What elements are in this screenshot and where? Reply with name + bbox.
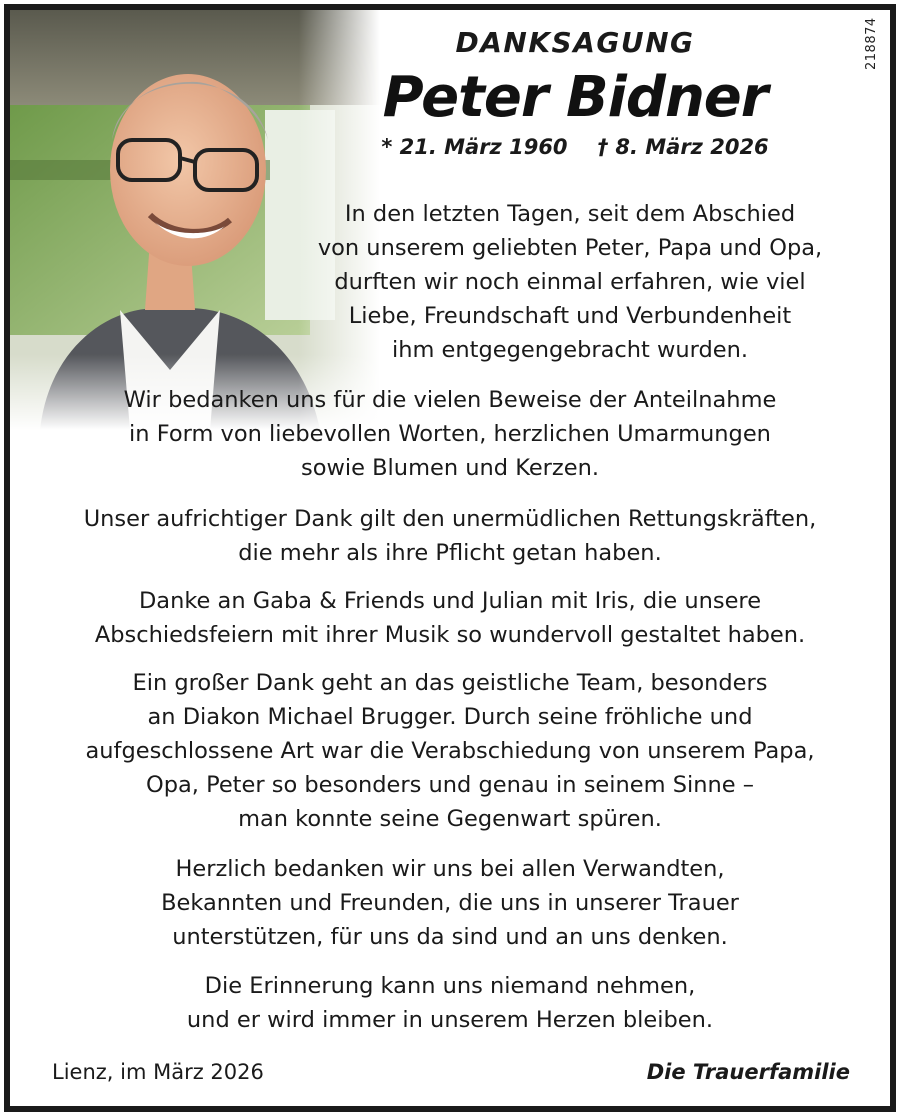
text-line: In den letzten Tagen, seit dem Abschied <box>344 201 796 227</box>
text-line: Die Erinnerung kann uns niemand nehmen, <box>204 973 696 999</box>
paragraph-7 <box>20 969 880 1037</box>
text-line: Opa, Peter so besonders und genau in seinem Sinne – <box>145 772 755 798</box>
text-line: Bekannten und Freunden, die uns in unserer Trauer <box>161 890 739 916</box>
text-line: die mehr als ihre Pflicht getan haben. <box>238 540 662 566</box>
text-line: an Diakon Michael Brugger. Durch seine fröhliche und <box>147 704 753 730</box>
text-line: Herzlich bedanken wir uns bei allen Verwandten, <box>175 856 725 882</box>
life-dates <box>380 135 770 159</box>
text-line: unterstützen, für uns da sind und an uns denken. <box>172 924 728 950</box>
signature: Die Trauerfamilie <box>646 1060 850 1084</box>
text-line: Liebe, Freundschaft und Verbundenheit <box>348 303 792 329</box>
place-date: Lienz, im März 2026 <box>52 1060 264 1084</box>
paragraph-6 <box>20 852 880 954</box>
paragraph-4 <box>20 584 880 652</box>
text-line: in Form von liebevollen Worten, herzlichen Umarmungen <box>129 421 771 447</box>
text-line: und er wird immer in unserem Herzen bleiben. <box>186 1007 714 1033</box>
text-line: man konnte seine Gegenwart spüren. <box>238 806 662 832</box>
text-line: ihm entgegengebracht wurden. <box>391 337 749 363</box>
text-line: von unserem geliebten Peter, Papa und Opa, <box>317 235 823 261</box>
paragraph-2 <box>20 383 880 485</box>
birth-date: * 21. März 1960 <box>381 135 568 159</box>
text-line: sowie Blumen und Kerzen. <box>300 455 599 481</box>
paragraph-5 <box>20 666 880 836</box>
header-block <box>380 26 770 159</box>
text-line: Abschiedsfeiern mit ihrer Musik so wundervoll gestaltet haben. <box>94 622 806 648</box>
death-date: † 8. März 2026 <box>597 135 769 159</box>
paragraph-1 <box>290 197 850 367</box>
deceased-name: Peter Bidner <box>382 65 768 130</box>
text-line: Ein großer Dank geht an das geistliche Team, besonders <box>132 670 768 696</box>
heading: DANKSAGUNG <box>455 26 695 59</box>
reference-code: 218874 <box>864 17 879 70</box>
paragraph-3 <box>20 502 880 570</box>
text-line: aufgeschlossene Art war die Verabschiedung von unserem Papa, <box>85 738 815 764</box>
text-line: Danke an Gaba & Friends und Julian mit Iris, die unsere <box>138 588 762 614</box>
text-line: durften wir noch einmal erfahren, wie viel <box>334 269 806 295</box>
text-line: Wir bedanken uns für die vielen Beweise der Anteilnahme <box>123 387 777 413</box>
text-line: Unser aufrichtiger Dank gilt den unermüdlichen Rettungskräften, <box>83 506 817 532</box>
